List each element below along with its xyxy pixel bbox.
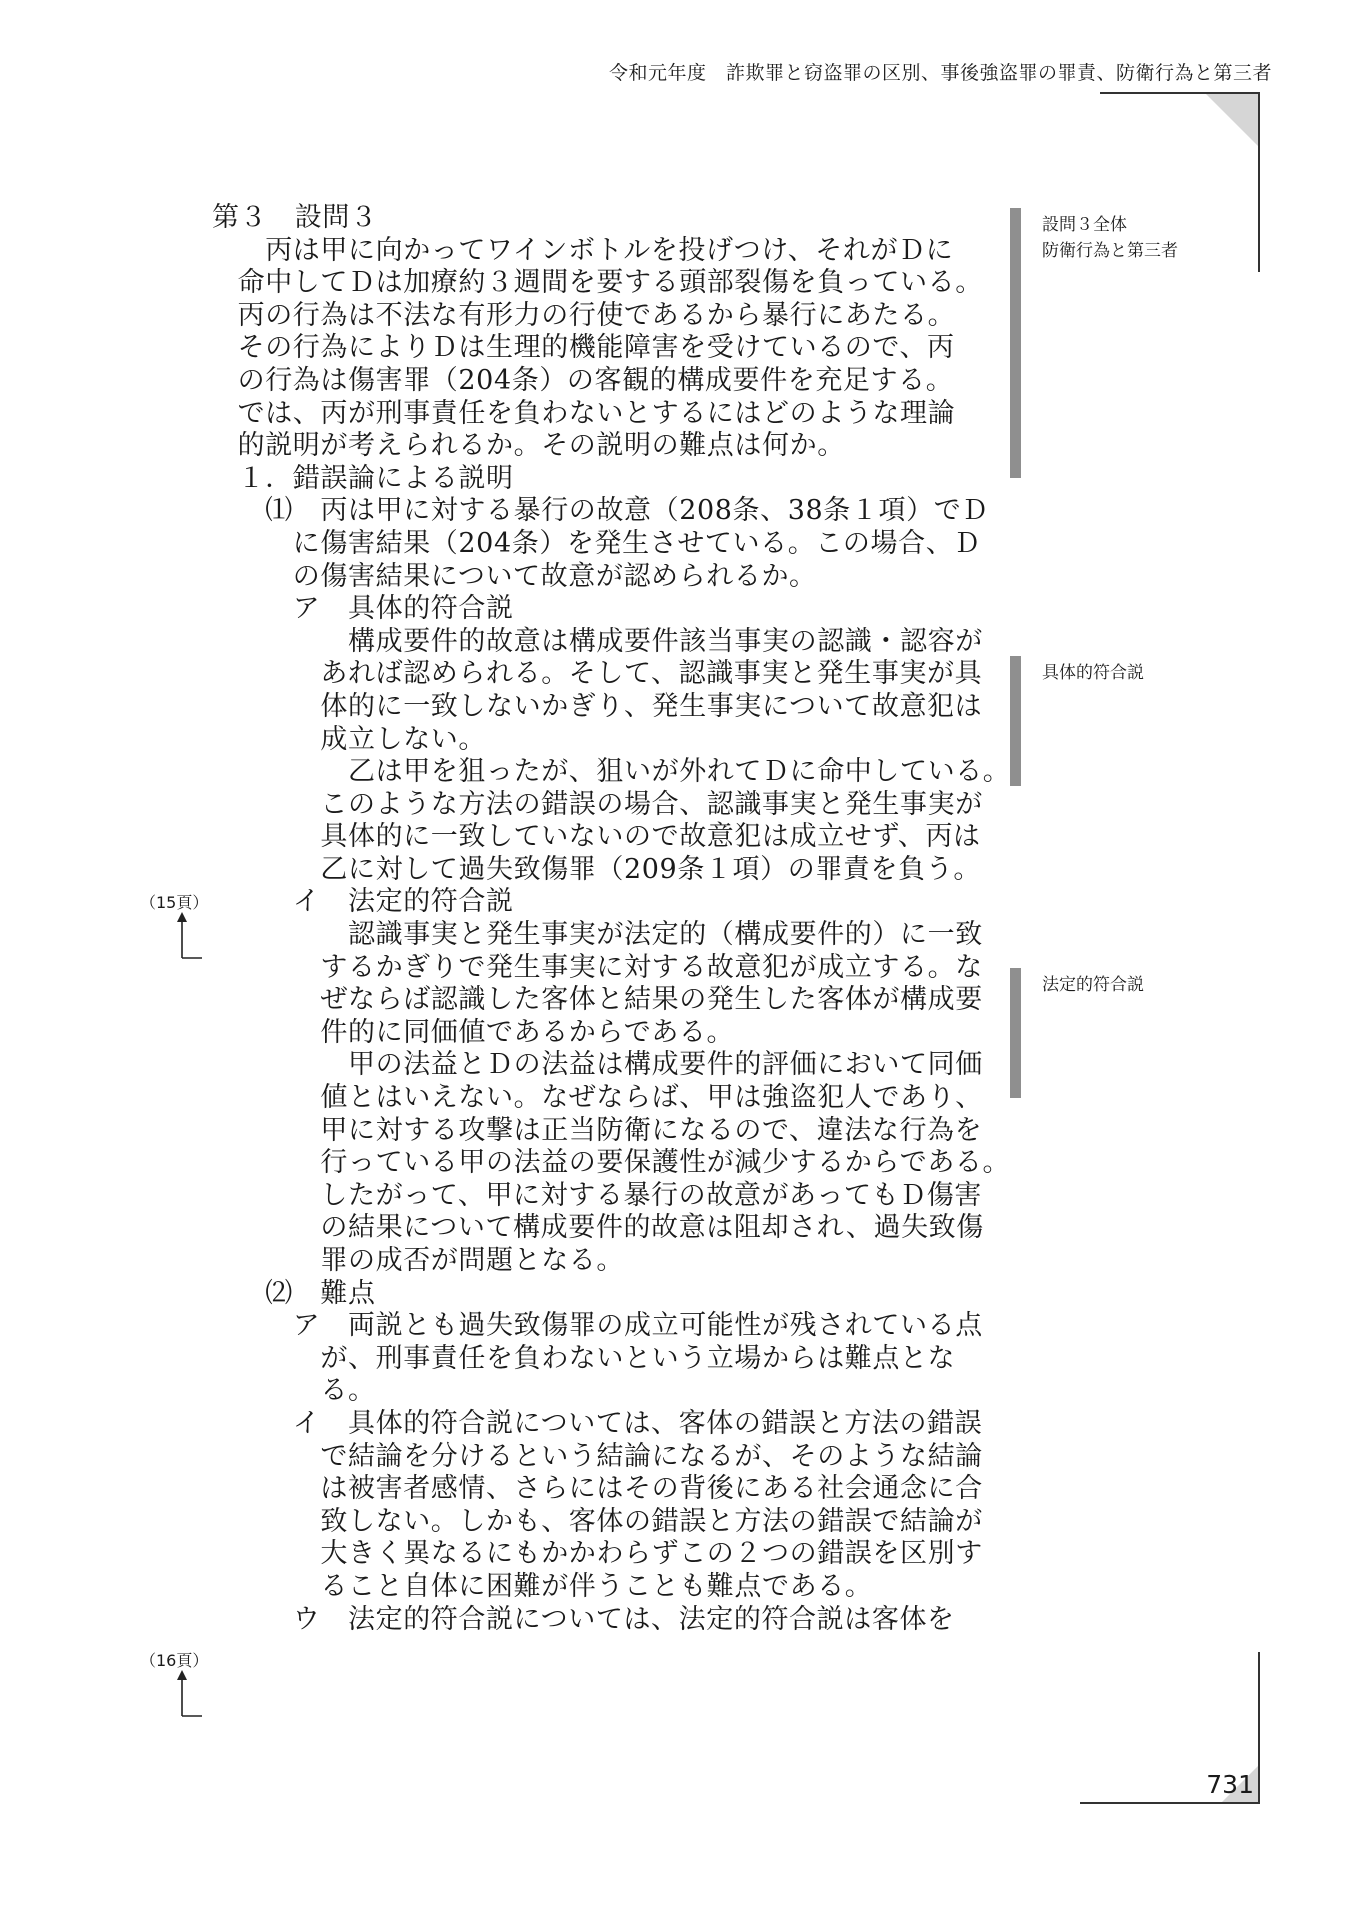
body-line: ウ 法定的符合説については、法定的符合説は客体を xyxy=(210,1603,955,1635)
header-rule-vertical xyxy=(1258,92,1260,272)
side-note-1-line-1: 設問３全体 xyxy=(1042,215,1127,235)
side-note-2-line-1: 具体的符合説 xyxy=(1042,663,1144,683)
body-line: ア 具体的符合説 xyxy=(210,593,514,625)
side-note-bar-3 xyxy=(1010,968,1021,1098)
body-line: 体的に一致しないかぎり、発生事実について故意犯は xyxy=(210,690,983,722)
body-line: 値とはいえない。なぜならば、甲は強盗犯人であり、 xyxy=(210,1082,983,1114)
body-line: の行為は傷害罪（204条）の客観的構成要件を充足する。 xyxy=(210,364,954,396)
body-line: 成立しない。 xyxy=(210,723,486,755)
body-line: に傷害結果（204条）を発生させている。この場合、Ｄ xyxy=(210,527,981,559)
body-line: 認識事実と発生事実が法定的（構成要件的）に一致 xyxy=(210,919,983,951)
body-line: 命中してＤは加療約３週間を要する頭部裂傷を負っている。 xyxy=(210,267,983,299)
body-line: 罪の成否が問題となる。 xyxy=(210,1245,624,1276)
body-line: １．錯誤論による説明 xyxy=(210,462,514,494)
body-line: 乙に対して過失致傷罪（209条１項）の罪責を負う。 xyxy=(210,853,981,885)
body-line: 丙の行為は不法な有形力の行使であるから暴行にあたる。 xyxy=(210,299,956,331)
body-line: の結果について構成要件的故意は阻却され、過失致傷 xyxy=(210,1212,984,1244)
page-ref-16-arrow-icon xyxy=(168,1670,208,1722)
body-line: 的説明が考えられるか。その説明の難点は何か。 xyxy=(210,430,845,462)
body-line: あれば認められる。そして、認識事実と発生事実が具 xyxy=(210,658,983,690)
body-line: 構成要件的故意は構成要件該当事実の認識・認容が xyxy=(210,625,983,657)
header-corner-triangle xyxy=(1206,94,1258,146)
body-line: 甲に対する攻撃は正当防衛になるので、違法な行為を xyxy=(210,1114,983,1146)
body-line: 甲の法益とＤの法益は構成要件的評価において同価 xyxy=(210,1049,983,1081)
body-line: では、丙が刑事責任を負わないとするにはどのような理論 xyxy=(210,397,956,429)
page-ref-16: （16頁） xyxy=(140,1651,209,1670)
side-note-bar-1 xyxy=(1010,208,1021,478)
body-line: 乙は甲を狙ったが、狙いが外れてＤに命中している。 xyxy=(210,756,1011,788)
side-note-3 xyxy=(1042,972,1144,998)
body-line: このような方法の錯誤の場合、認識事実と発生事実が xyxy=(210,788,983,820)
footer-rule xyxy=(1080,1802,1260,1804)
body-line: は被害者感情、さらにはその背後にある社会通念に合 xyxy=(210,1473,983,1505)
body-line: 大きく異なるにもかかわらずこの２つの錯誤を区別す xyxy=(210,1538,983,1570)
body-line: ぜならば認識した客体と結果の発生した客体が構成要 xyxy=(210,984,983,1016)
body-line: イ 法定的符合説 xyxy=(210,886,514,918)
body-line: が、刑事責任を負わないという立場からは難点とな xyxy=(210,1342,956,1374)
body-line: 具体的に一致していないので故意犯は成立せず、丙は xyxy=(210,821,981,853)
body-line: ⑴ 丙は甲に対する暴行の故意（208条、38条１項）でＤ xyxy=(210,495,989,527)
body-line: するかぎりで発生事実に対する故意犯が成立する。な xyxy=(210,951,983,983)
side-note-1-line-2: 防衛行為と第三者 xyxy=(1042,241,1178,261)
footer-rule-vertical xyxy=(1258,1652,1260,1802)
body-line: る。 xyxy=(210,1375,376,1407)
body-line: 行っている甲の法益の要保護性が減少するからである。 xyxy=(210,1147,1011,1179)
page-ref-15-arrow-icon xyxy=(168,912,208,964)
side-note-3-line-1: 法定的符合説 xyxy=(1042,975,1144,995)
body-text xyxy=(210,202,1011,1636)
body-line: したがって、甲に対する暴行の故意があってもＤ傷害 xyxy=(210,1179,982,1211)
body-line: 第３ 設問３ xyxy=(212,202,378,233)
body-line: ⑵ 難点 xyxy=(210,1277,376,1309)
page-ref-15: （15頁） xyxy=(140,893,209,912)
body-line: 件的に同価値であるからである。 xyxy=(210,1016,735,1048)
body-line: で結論を分けるという結論になるが、そのような結論 xyxy=(210,1440,983,1472)
body-line: 丙は甲に向かってワインボトルを投げつけ、それがＤに xyxy=(210,234,954,266)
body-line: の傷害結果について故意が認められるか。 xyxy=(210,560,817,592)
side-note-1 xyxy=(1042,212,1178,264)
body-line: ること自体に困難が伴うことも難点である。 xyxy=(210,1570,873,1602)
side-note-2 xyxy=(1042,660,1144,686)
body-line: 致しない。しかも、客体の錯誤と方法の錯誤で結論が xyxy=(210,1505,983,1537)
body-line: イ 具体的符合説については、客体の錯誤と方法の錯誤 xyxy=(210,1407,983,1439)
body-line: ア 両説とも過失致傷罪の成立可能性が残されている点 xyxy=(210,1310,983,1342)
body-line: その行為によりＤは生理的機能障害を受けているので、丙 xyxy=(210,332,955,364)
running-header: 令和元年度 詐欺罪と窃盗罪の区別、事後強盗罪の罪責、防衛行為と第三者 xyxy=(608,62,1272,84)
side-note-bar-2 xyxy=(1010,656,1021,786)
page-number: 731 xyxy=(1206,1770,1254,1799)
